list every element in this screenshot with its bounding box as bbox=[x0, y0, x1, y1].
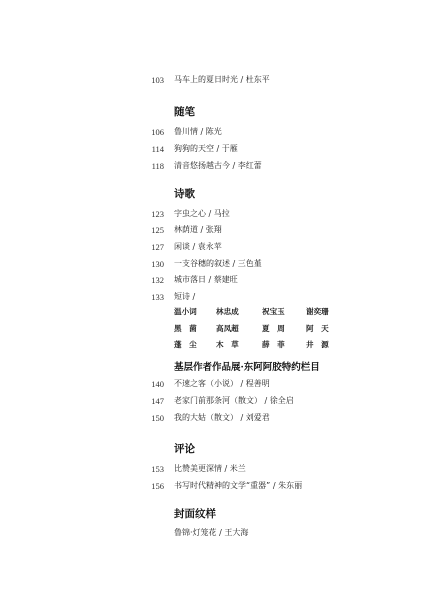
page-number: 147 bbox=[151, 396, 164, 406]
entry-author: 米兰 bbox=[229, 464, 246, 473]
page-number: 140 bbox=[151, 379, 164, 389]
page-number: 133 bbox=[151, 292, 164, 302]
page-number: 153 bbox=[151, 464, 164, 474]
entry-author: 王大海 bbox=[224, 528, 249, 537]
entry-author: 陈光 bbox=[205, 127, 222, 136]
entry-title: 老家门前那条河（散文） / 徐全启 bbox=[174, 396, 294, 405]
page-number: 118 bbox=[151, 161, 164, 171]
entry-title: 比赞美更深情 / 米兰 bbox=[174, 464, 246, 473]
section-heading-grassroots: 基层作者作品展·东阿阿胶特约栏目 bbox=[174, 362, 320, 373]
poet-name: 高凤超 bbox=[216, 324, 239, 333]
page-number: 132 bbox=[151, 275, 164, 285]
poet-name: 谢奕珊 bbox=[306, 307, 329, 316]
entry-title: 不速之客（小说） / 程善明 bbox=[174, 379, 270, 388]
page-number: 125 bbox=[151, 225, 164, 235]
entry-author: 三色堇 bbox=[237, 259, 262, 268]
page-number: 114 bbox=[151, 144, 164, 154]
entry-author: 袁永苹 bbox=[197, 242, 222, 251]
poet-name: 井 源 bbox=[306, 340, 329, 349]
entry-title: 书写时代精神的文学“重器” / 朱东丽 bbox=[174, 481, 303, 490]
entry-title: 马车上的夏日时光 / 杜东平 bbox=[174, 75, 270, 84]
entry-title: 鲁川情 / 陈光 bbox=[174, 127, 222, 136]
entry-title: 林荫道 / 张翔 bbox=[174, 225, 222, 234]
section-heading-essays: 随笔 bbox=[174, 106, 195, 118]
entry-author: 徐全启 bbox=[269, 396, 294, 405]
page-number: 106 bbox=[151, 127, 164, 137]
page-number: 123 bbox=[151, 209, 164, 219]
entry-title: 城市落日 / 蔡建旺 bbox=[174, 275, 238, 284]
entry-title: 清音悠扬越古今 / 李红蕾 bbox=[174, 161, 262, 170]
entry-title: 狗狗的天空 / 于雁 bbox=[174, 144, 238, 153]
page-number: 150 bbox=[151, 413, 164, 423]
poet-name: 黑 菌 bbox=[174, 324, 197, 333]
poet-name: 薛 菲 bbox=[262, 340, 285, 349]
entry-author: 于雁 bbox=[221, 144, 238, 153]
entry-author: 杜东平 bbox=[245, 75, 270, 84]
section-heading-criticism: 评论 bbox=[174, 443, 195, 455]
entry-title: 鲁锦·灯笼花 / 王大海 bbox=[174, 528, 249, 537]
entry-author: 程善明 bbox=[245, 379, 270, 388]
poet-name: 木 草 bbox=[216, 340, 239, 349]
entry-author: 马拉 bbox=[213, 209, 230, 218]
entry-author: 蔡建旺 bbox=[213, 275, 238, 284]
page-number: 130 bbox=[151, 259, 164, 269]
poet-name: 祝宝玉 bbox=[262, 307, 285, 316]
poet-name: 夏 周 bbox=[262, 324, 285, 333]
poet-name: 林忠成 bbox=[216, 307, 239, 316]
section-heading-poetry: 诗歌 bbox=[174, 188, 195, 200]
entry-title: 一支谷穗的叙述 / 三色堇 bbox=[174, 259, 262, 268]
entry-title: 闲谈 / 袁永苹 bbox=[174, 242, 222, 251]
poet-name: 蓬 尘 bbox=[174, 340, 197, 349]
page-number: 127 bbox=[151, 242, 164, 252]
entry-author: 刘爱君 bbox=[245, 413, 270, 422]
entry-author: 李红蕾 bbox=[237, 161, 262, 170]
entry-title: 字虫之心 / 马拉 bbox=[174, 209, 230, 218]
entry-title: 我的大姑（散文） / 刘爱君 bbox=[174, 413, 270, 422]
entry-author: 朱东丽 bbox=[278, 481, 303, 490]
entry-author: 张翔 bbox=[205, 225, 222, 234]
page-number: 156 bbox=[151, 481, 164, 491]
entry-title: 短诗 / bbox=[174, 292, 196, 301]
poet-name: 温小词 bbox=[174, 307, 197, 316]
page-number: 103 bbox=[151, 75, 164, 85]
section-heading-cover-pattern: 封面纹样 bbox=[174, 508, 216, 520]
poet-name: 阿 天 bbox=[306, 324, 329, 333]
